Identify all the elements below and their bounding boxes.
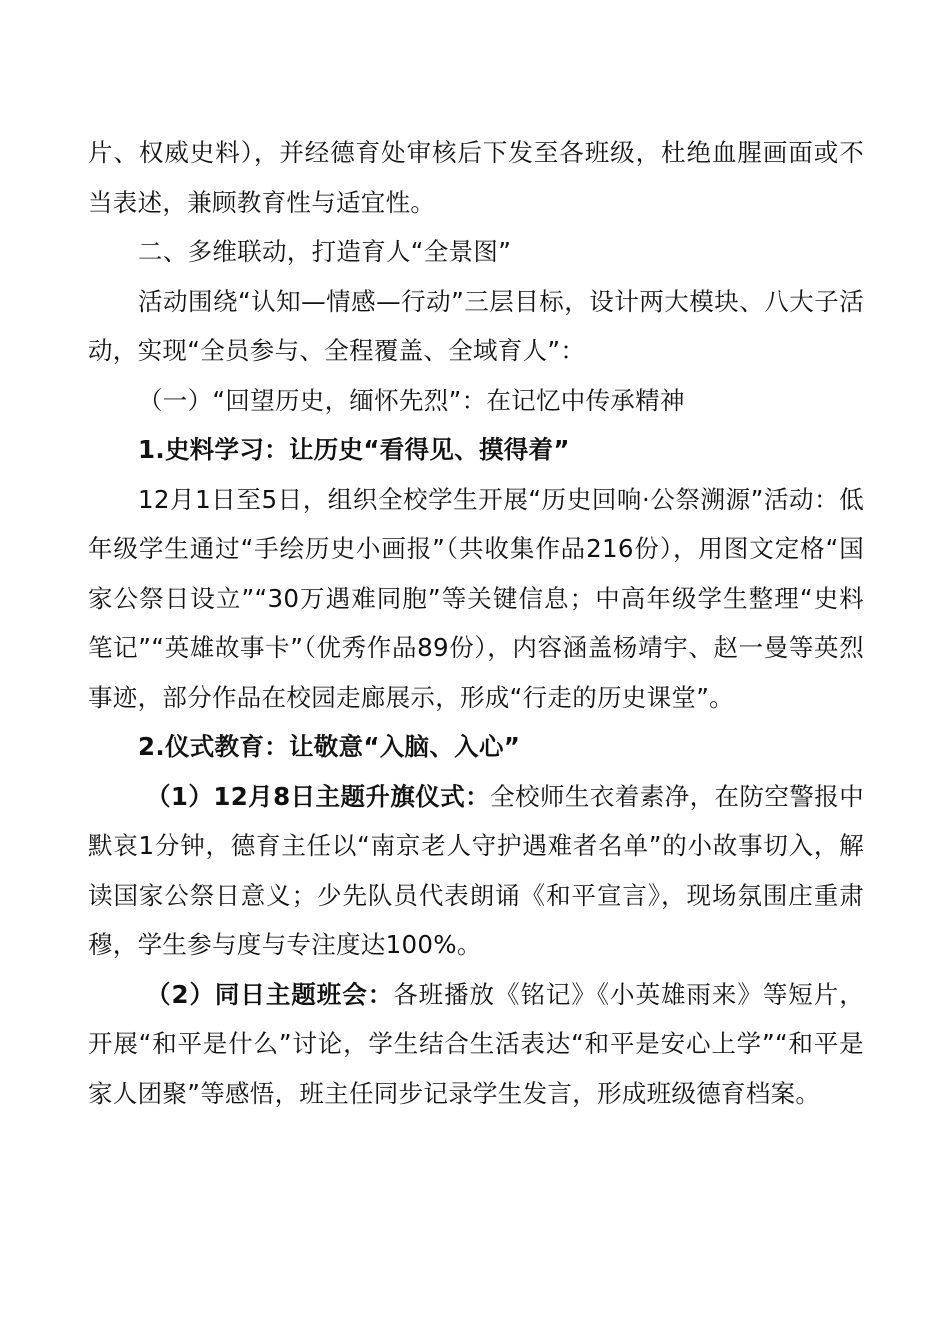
paragraph-activity-overview: 活动围绕“认知—情感—行动”三层目标，设计两大模块、八大子活动，实现“全员参与、全程覆盖、全域育人”： (88, 286, 864, 365)
class-meeting-lead: （2）同日主题班会： (146, 979, 394, 1009)
paragraph-flag-ceremony (88, 772, 864, 970)
flag-ceremony-lead: （1）12月8日主题升旗仪式： (146, 781, 491, 811)
flag-ceremony-text: 全校师生衣着素净，在防空警报中默哀1分钟，德育主任以“南京老人守护遇难者名单”的小故事切入，解读国家公祭日意义；少先队员代表朗诵《和平宣言》，现场氛围庄重肃穆，学生参与度与专注度达100%。 (88, 781, 864, 959)
paragraph-class-meeting (88, 970, 864, 1119)
item-heading-ceremony-education: 2.仪式教育：让敬意“入脑、入心” (138, 732, 521, 761)
paragraph-continuation: 片、权威史料），并经德育处审核后下发至各班级，杜绝血腥画面或不当表述，兼顾教育性与适宜性。 (88, 138, 864, 217)
subsection-heading-one: （一）“回望历史，缅怀先烈”：在记忆中传承精神 (138, 385, 685, 415)
paragraph-history-study: 12月1日至5日，组织全校学生开展“历史回响·公祭溯源”活动：低年级学生通过“手绘历史小画报”（共收集作品216份），用图文定格“国家公祭日设立”“30万遇难同胞”等关键信息；中高年级学生整理“史料笔记”“英雄故事卡”（优秀作品89份），内容涵盖杨靖宇、赵一曼等英烈事迹，部分作品在校园走廊展示，形成“行走的历史课堂”。 (88, 484, 864, 712)
section-heading-two: 二、多维联动，打造育人“全景图” (138, 237, 512, 266)
item-heading-history-study: 1.史料学习：让历史“看得见、摸得着” (138, 435, 570, 464)
document-body (88, 128, 864, 1118)
class-meeting-text: 各班播放《铭记》《小英雄雨来》等短片，开展“和平是什么”讨论，学生结合生活表达“和平是安心上学”“和平是家人团聚”等感悟，班主任同步记录学生发言，形成班级德育档案。 (88, 979, 864, 1108)
